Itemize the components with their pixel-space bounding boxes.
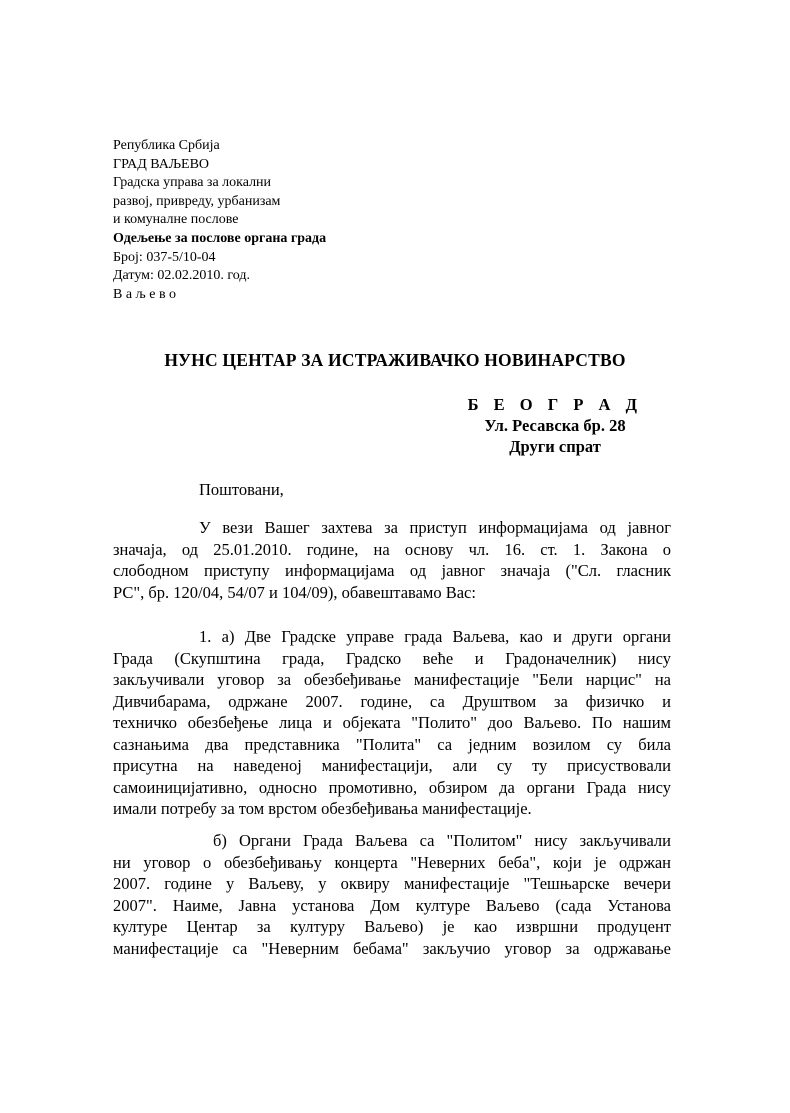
paragraph-line: Дивчибарама, одржане 2007. године, са Друштвом за физичко и (113, 691, 671, 711)
paragraph-line: ни уговор о обезбеђивању концерта "Неверних беба", који је одржан (113, 852, 671, 872)
paragraph-line: присутна на наведеној манифестацији, али су ту присуствовали (113, 756, 671, 775)
paragraph-item-1a (113, 626, 671, 820)
paragraph-line: 1. а) Две Градске управе града Ваљева, као и други органи (199, 627, 671, 646)
reference-number: Број: 037-5/10-04 (113, 249, 216, 265)
document-date: Датум: 02.02.2010. год. (113, 268, 251, 284)
paragraph-line: б) Органи Града Ваљева са "Политом" нису закључивали (213, 831, 671, 850)
paragraph-line: значаја, од 25.01.2010. године, на основу чл. 16. ст. 1. Закона о (113, 539, 671, 559)
paragraph-line: техничко обезбеђење лица и објеката "Полито" доо Ваљево. По нашим (113, 713, 671, 732)
paragraph-line: 2007". Наиме, Јавна установа Дом културе Ваљево (сада Установа (113, 895, 671, 915)
administration-line-3: и комуналне послове (113, 212, 239, 228)
administration-line-1: Градска управа за локални (113, 175, 272, 191)
administration-line-2: развој, привреду, урбанизам (113, 193, 281, 209)
greeting: Поштовани, (199, 480, 284, 499)
city-name-line: ГРАД ВАЉЕВО (113, 156, 210, 172)
sender-city: В а љ е в о (113, 286, 177, 302)
paragraph-line: Града (Скупштина града, Градско веће и Градоначелник) нису (113, 648, 671, 668)
recipient-name: НУНС ЦЕНТАР ЗА ИСТРАЖИВАЧКО НОВИНАРСТВО (164, 350, 626, 370)
recipient-floor: Други спрат (509, 437, 601, 456)
recipient-city: Б Е О Г Р А Д (467, 395, 643, 414)
paragraph-line: културе Центар за културу Ваљево) је као извршни продуцент (113, 917, 671, 936)
paragraph-item-1b (113, 830, 671, 959)
paragraph-line: самоиницијативно, односно промотивно, обзиром да органи Града нису (113, 777, 671, 797)
paragraph-line: имали потребу за том врстом обезбеђивања манифестације. (113, 799, 532, 818)
paragraph-line: слободном приступу информацијама од јавног значаја ("Сл. гласник (113, 561, 671, 580)
department-line: Одељење за послове органа града (113, 230, 327, 246)
paragraph-line: закључивали уговор за обезбеђивање манифестације "Бели нарцис" на (113, 670, 671, 689)
paragraph-request-reference (113, 517, 671, 603)
paragraph-line: сазнањима два представника "Полита" са једним возилом су била (113, 734, 671, 754)
country-line: Република Србија (113, 138, 220, 153)
paragraph-line: РС", бр. 120/04, 54/07 и 104/09), обавештавамо Вас: (113, 582, 476, 602)
recipient-street: Ул. Ресавска бр. 28 (484, 416, 626, 435)
paragraph-line: 2007. године у Ваљеву, у оквиру манифестације "Тешњарске вечери (113, 874, 671, 893)
paragraph-line: манифестације са "Неверним бебама" закључио уговор за одржавање (113, 938, 671, 958)
sender-header (113, 137, 326, 304)
paragraph-line: У вези Вашег захтева за приступ информацијама од јавног (199, 518, 671, 537)
